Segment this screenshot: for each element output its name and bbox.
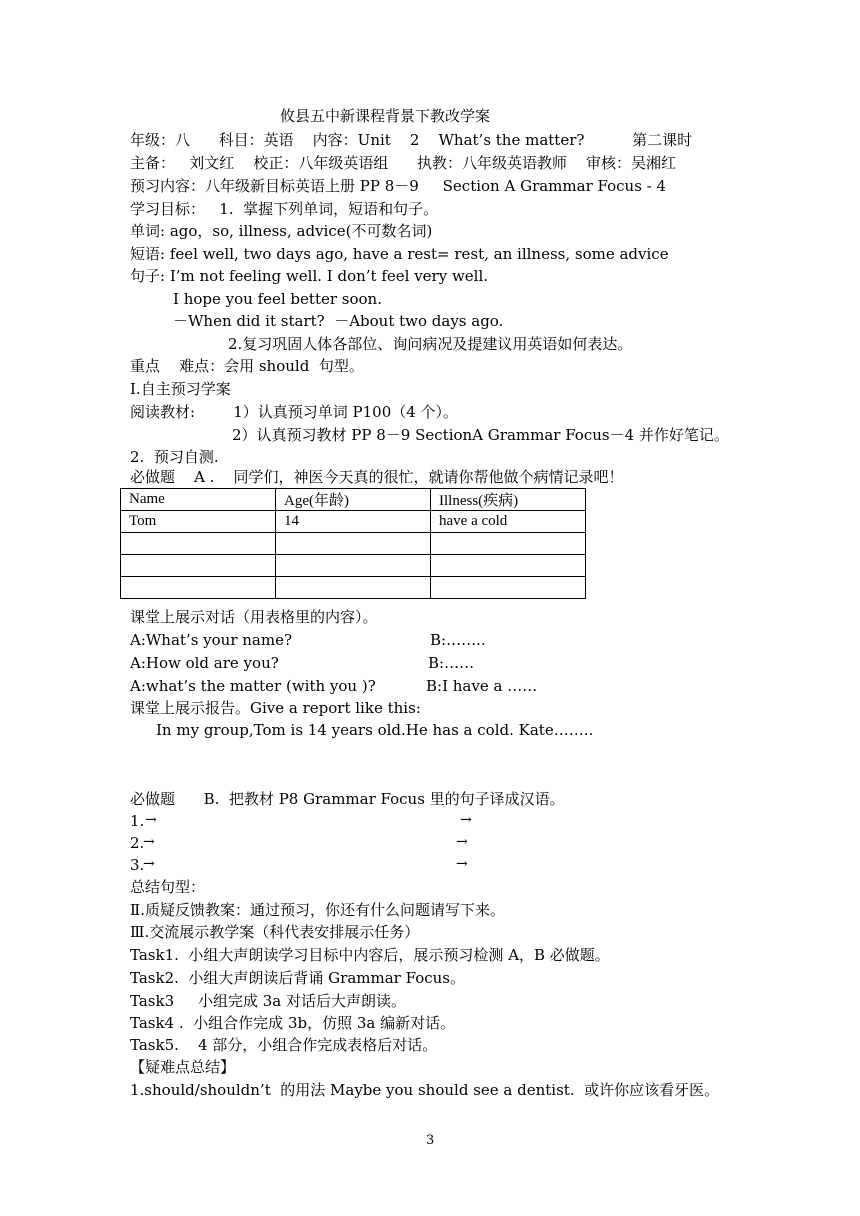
task-3: Task3 小组完成 3a 对话后大声朗读。 xyxy=(130,992,406,1010)
table-header-cell: Age(年龄) xyxy=(276,489,431,511)
table-cell xyxy=(121,533,276,555)
table-cell xyxy=(276,577,431,599)
task-1: Task1. 小组大声朗读学习目标中内容后，展示预习检测 A，B 必做题。 xyxy=(130,946,610,964)
self-test-heading: 2. 预习自测. xyxy=(130,448,219,466)
report-instruction: 课堂上展示报告。Give a report like this: xyxy=(130,699,421,717)
arrow-icon: → xyxy=(143,834,155,850)
task-2: Task2. 小组大声朗读后背诵 Grammar Focus。 xyxy=(130,969,465,987)
sentence-3: －When did it start? －About two days ago. xyxy=(173,312,504,330)
preview-content: 预习内容：八年级新目标英语上册 PP 8－9 Section A Grammar Focus - 4 xyxy=(130,177,667,195)
section-2-heading: Ⅱ.质疑反馈教案：通过预习，你还有什么问题请写下来。 xyxy=(130,901,505,919)
table-cell xyxy=(276,555,431,577)
table-header-row xyxy=(121,489,586,511)
task-b-heading: 必做题 B. 把教材 P8 Grammar Focus 里的句子译成汉语。 xyxy=(130,790,565,808)
page-number: 3 xyxy=(426,1133,435,1148)
sentences-line: 句子: I’m not feeling well. I don’t feel very well. xyxy=(130,267,489,285)
words-line: 单词: ago，so, illness, advice(不可数名词) xyxy=(130,222,433,240)
table-cell: 14 xyxy=(276,511,431,533)
task-4: Task4 . 小组合作完成 3b，仿照 3a 编新对话。 xyxy=(130,1014,456,1032)
translation-item-2: 2. xyxy=(130,834,145,852)
table-cell xyxy=(276,533,431,555)
table-cell: Tom xyxy=(121,511,276,533)
section-3-heading: Ⅲ.交流展示教学案（科代表安排展示任务） xyxy=(130,923,420,941)
dialogue-a1: A:What’s your name? xyxy=(130,631,293,649)
page-title: 攸县五中新课程背景下教改学案 xyxy=(280,107,491,125)
translation-item-1: 1. xyxy=(130,812,145,830)
learning-goals: 学习目标： 1. 掌握下列单词，短语和句子。 xyxy=(130,200,439,218)
table-cell xyxy=(431,577,586,599)
table-cell xyxy=(431,555,586,577)
report-example: In my group,Tom is 14 years old.He has a cold. Kate…….. xyxy=(156,721,594,739)
dialogue-a2: A:How old are you? xyxy=(130,654,279,672)
reading-1: 阅读教材: 1）认真预习单词 P100（4 个）。 xyxy=(130,403,459,421)
task-a-heading: 必做题 A . 同学们，神医今天真的很忙，就请你帮他做个病情记录吧！ xyxy=(130,468,624,486)
meta-line-authors: 主备： 刘文红 校正：八年级英语组 执教：八年级英语教师 审核：吴湘红 xyxy=(130,154,677,172)
arrow-icon: → xyxy=(145,812,157,828)
reading-2: 2）认真预习教材 PP 8－9 SectionA Grammar Focus－4 并作好笔记。 xyxy=(232,426,729,444)
meta-line-grade: 年级：八 科目：英语 内容：Unit 2 What’s the matter? 第二课时 xyxy=(130,131,693,149)
table-row xyxy=(121,577,586,599)
dialogue-b1: B:…….. xyxy=(430,631,486,649)
arrow-icon: → xyxy=(456,834,468,850)
table-row xyxy=(121,511,586,533)
should-usage: 1.should/shouldn’t 的用法 Maybe you should see a dentist. 或许你应该看牙医。 xyxy=(130,1081,720,1099)
record-table xyxy=(120,488,586,599)
table-cell xyxy=(121,555,276,577)
task-5: Task5. 4 部分，小组合作完成表格后对话。 xyxy=(130,1036,438,1054)
key-points: 重点 难点：会用 should 句型。 xyxy=(130,357,364,375)
dialogue-instruction: 课堂上展示对话（用表格里的内容）。 xyxy=(130,608,378,626)
dialogue-b2: B:…… xyxy=(428,654,475,672)
arrow-icon: → xyxy=(143,856,155,872)
table-cell: have a cold xyxy=(431,511,586,533)
phrases-line: 短语: feel well, two days ago, have a rest= rest, an illness, some advice xyxy=(130,245,669,263)
arrow-icon: → xyxy=(456,856,468,872)
sentence-2: I hope you feel better soon. xyxy=(173,290,382,308)
goal-2: 2.复习巩固人体各部位、询问病况及提建议用英语如何表达。 xyxy=(228,335,633,353)
summary-pattern: 总结句型： xyxy=(130,878,206,896)
table-cell xyxy=(431,533,586,555)
section-1-heading: Ⅰ.自主预习学案 xyxy=(130,380,231,398)
table-row xyxy=(121,555,586,577)
table-header-cell: Name xyxy=(121,489,276,511)
dialogue-a3: A:what’s the matter (with you )? xyxy=(130,677,376,695)
table-header-cell: Illness(疾病) xyxy=(431,489,586,511)
difficulty-summary-heading: 【疑难点总结】 xyxy=(130,1058,236,1076)
table-cell xyxy=(121,577,276,599)
dialogue-b3: B:I have a …… xyxy=(426,677,538,695)
translation-item-3: 3. xyxy=(130,856,145,874)
table-row xyxy=(121,533,586,555)
arrow-icon: → xyxy=(460,812,472,828)
